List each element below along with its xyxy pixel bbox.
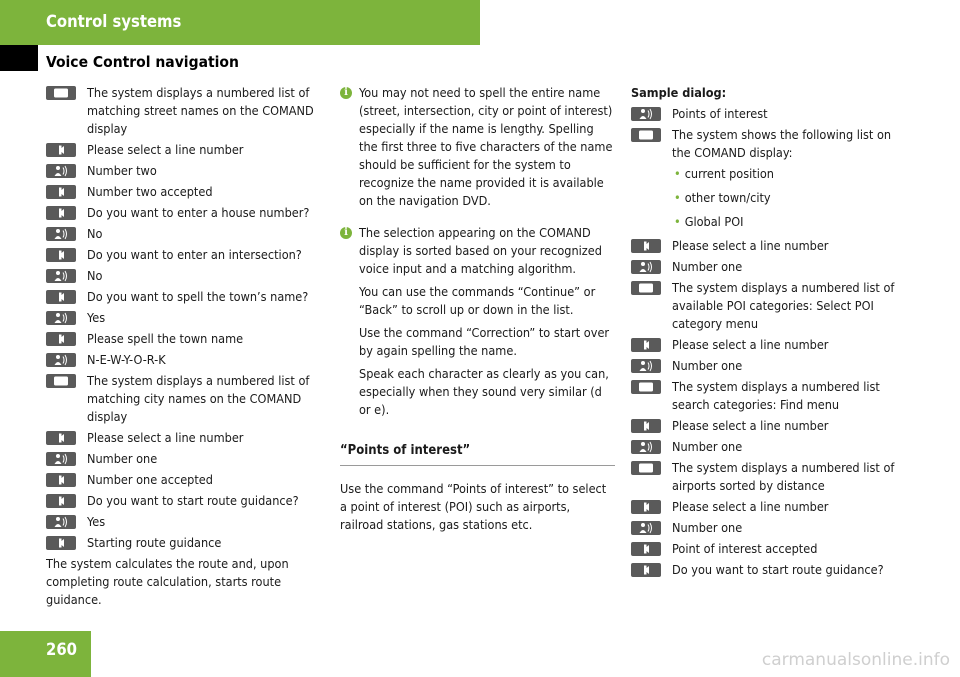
dialog-text: Please select a line number bbox=[672, 337, 829, 352]
dialog-text: Do you want to enter a house number? bbox=[87, 205, 310, 220]
dialog-text: Please select a line number bbox=[672, 499, 829, 514]
dialog-list bbox=[46, 84, 326, 552]
dialog-text: No bbox=[87, 268, 103, 283]
bullet-text: Global POI bbox=[684, 214, 744, 229]
display-icon bbox=[631, 128, 661, 142]
system-voice-icon bbox=[46, 473, 76, 487]
dialog-row bbox=[46, 183, 326, 201]
dialog-text: Number one bbox=[672, 358, 743, 373]
user-voice-icon bbox=[46, 269, 76, 283]
dialog-text: The system displays a numbered list of airports sorted by distance bbox=[672, 460, 895, 493]
dialog-row bbox=[46, 330, 326, 348]
dialog-text: Yes bbox=[87, 514, 106, 529]
column-2 bbox=[340, 84, 615, 534]
system-voice-icon bbox=[631, 500, 661, 514]
dialog-row bbox=[46, 84, 326, 138]
dialog-text: Starting route guidance bbox=[87, 535, 222, 550]
bullet-text: current position bbox=[684, 166, 774, 181]
dialog-list bbox=[631, 237, 911, 579]
dialog-text: Please select a line number bbox=[87, 142, 244, 157]
dialog-text: The system displays a numbered list of available POI categories: Select POI category menu bbox=[672, 280, 895, 331]
bullet-item bbox=[674, 213, 911, 231]
section-marker bbox=[0, 45, 38, 71]
system-voice-icon bbox=[46, 143, 76, 157]
system-voice-icon bbox=[46, 494, 76, 508]
dialog-row bbox=[46, 309, 326, 327]
user-voice-icon bbox=[631, 260, 661, 274]
dialog-text: No bbox=[87, 226, 103, 241]
note-2 bbox=[340, 224, 615, 424]
system-voice-icon bbox=[631, 239, 661, 253]
dialog-text: Number one bbox=[87, 451, 158, 466]
user-voice-icon bbox=[46, 515, 76, 529]
info-icon: i bbox=[340, 227, 352, 239]
dialog-text: The system displays a numbered list of matching street names on the COMAND display bbox=[87, 85, 314, 136]
dialog-row bbox=[46, 225, 326, 243]
system-voice-icon bbox=[46, 206, 76, 220]
system-voice-icon bbox=[631, 419, 661, 433]
watermark: carmanualsonline.info bbox=[761, 650, 950, 670]
dialog-text: Number one bbox=[672, 439, 743, 454]
dialog-row bbox=[631, 126, 911, 162]
dialog-text: Number one bbox=[672, 259, 743, 274]
user-voice-icon bbox=[631, 521, 661, 535]
dialog-text: Please spell the town name bbox=[87, 331, 244, 346]
dialog-text: Number two bbox=[87, 163, 157, 178]
system-voice-icon bbox=[46, 185, 76, 199]
dialog-row bbox=[46, 372, 326, 426]
system-voice-icon bbox=[46, 332, 76, 346]
subsection-heading: “Points of interest” bbox=[340, 442, 615, 466]
dialog-row bbox=[631, 417, 911, 435]
column-3 bbox=[631, 84, 911, 582]
closing-paragraph: The system calculates the route and, upon completing route calculation, starts route guidance. bbox=[46, 556, 289, 607]
note-text: You can use the commands “Continue” or “Back” to scroll up or down in the list. bbox=[359, 284, 596, 317]
system-voice-icon bbox=[46, 290, 76, 304]
dialog-text: N-E-W-Y-O-R-K bbox=[87, 352, 166, 367]
note-text: You may not need to spell the entire name (street, intersection, city or point of interest) especially if the name is lengthy. Spelling the first three to five characters of the name should be sufficient for the system to recognize the name provided it is available on the navigation DVD. bbox=[359, 85, 613, 208]
dialog-text: Yes bbox=[87, 310, 106, 325]
dialog-text: Do you want to spell the town’s name? bbox=[87, 289, 309, 304]
system-voice-icon bbox=[46, 536, 76, 550]
bullet-list bbox=[631, 165, 911, 231]
display-icon bbox=[631, 461, 661, 475]
dialog-row bbox=[46, 288, 326, 306]
dialog-row bbox=[631, 336, 911, 354]
dialog-text: The system displays a numbered list search categories: Find menu bbox=[672, 379, 880, 412]
dialog-row bbox=[631, 438, 911, 456]
user-voice-icon bbox=[46, 227, 76, 241]
note-text: Speak each character as clearly as you can, especially when they sound very similar (d or e). bbox=[359, 366, 609, 417]
dialog-row bbox=[46, 492, 326, 510]
dialog-row bbox=[631, 519, 911, 537]
dialog-row bbox=[46, 141, 326, 159]
page-number: 260 bbox=[46, 640, 77, 659]
dialog-text: Please select a line number bbox=[672, 418, 829, 433]
dialog-list bbox=[631, 105, 911, 162]
dialog-row bbox=[631, 378, 911, 414]
dialog-row bbox=[631, 561, 911, 579]
dialog-row bbox=[631, 357, 911, 375]
dialog-text: Number two accepted bbox=[87, 184, 213, 199]
system-voice-icon bbox=[631, 338, 661, 352]
dialog-text: The system displays a numbered list of matching city names on the COMAND display bbox=[87, 373, 310, 424]
system-voice-icon bbox=[631, 542, 661, 556]
bullet-icon: • bbox=[674, 214, 681, 229]
dialog-text: Points of interest bbox=[672, 106, 768, 121]
user-voice-icon bbox=[46, 311, 76, 325]
user-voice-icon bbox=[631, 107, 661, 121]
dialog-text: Do you want to start route guidance? bbox=[672, 562, 884, 577]
user-voice-icon bbox=[631, 440, 661, 454]
bullet-text: other town/city bbox=[684, 190, 771, 205]
user-voice-icon bbox=[46, 353, 76, 367]
dialog-row bbox=[631, 279, 911, 333]
note-1 bbox=[340, 84, 615, 215]
dialog-row bbox=[631, 540, 911, 558]
dialog-row bbox=[631, 258, 911, 276]
dialog-text: Number one accepted bbox=[87, 472, 213, 487]
info-icon: i bbox=[340, 87, 352, 99]
column-1 bbox=[46, 84, 326, 609]
dialog-row bbox=[46, 162, 326, 180]
dialog-text: Please select a line number bbox=[672, 238, 829, 253]
dialog-text: Please select a line number bbox=[87, 430, 244, 445]
section-title: Voice Control navigation bbox=[46, 53, 239, 71]
dialog-row bbox=[46, 513, 326, 531]
dialog-row bbox=[46, 471, 326, 489]
dialog-row bbox=[46, 450, 326, 468]
dialog-row bbox=[631, 459, 911, 495]
dialog-row bbox=[46, 429, 326, 447]
system-voice-icon bbox=[46, 248, 76, 262]
user-voice-icon bbox=[46, 452, 76, 466]
system-voice-icon bbox=[631, 563, 661, 577]
note-text: The selection appearing on the COMAND display is sorted based on your recognized voice input and a matching algorithm. bbox=[359, 225, 602, 276]
subsection-text: Use the command “Points of interest” to select a point of interest (POI) such as airports, railroad stations, gas stations etc. bbox=[340, 481, 607, 532]
chapter-title: Control systems bbox=[46, 12, 182, 31]
user-voice-icon bbox=[631, 359, 661, 373]
bullet-icon: • bbox=[674, 166, 681, 181]
bullet-icon: • bbox=[674, 190, 681, 205]
system-voice-icon bbox=[46, 431, 76, 445]
sample-dialog-title: Sample dialog: bbox=[631, 85, 727, 100]
dialog-row bbox=[46, 267, 326, 285]
dialog-row bbox=[46, 534, 326, 552]
bullet-item bbox=[674, 189, 911, 207]
dialog-row bbox=[46, 204, 326, 222]
dialog-row bbox=[631, 105, 911, 123]
dialog-row bbox=[46, 351, 326, 369]
dialog-text: Number one bbox=[672, 520, 743, 535]
display-icon bbox=[46, 374, 76, 388]
display-icon bbox=[631, 380, 661, 394]
bullet-item bbox=[674, 165, 911, 183]
dialog-row bbox=[631, 237, 911, 255]
display-icon bbox=[46, 86, 76, 100]
dialog-text: Do you want to enter an intersection? bbox=[87, 247, 302, 262]
dialog-text: Point of interest accepted bbox=[672, 541, 818, 556]
dialog-text: Do you want to start route guidance? bbox=[87, 493, 299, 508]
display-icon bbox=[631, 281, 661, 295]
user-voice-icon bbox=[46, 164, 76, 178]
dialog-row bbox=[46, 246, 326, 264]
dialog-row bbox=[631, 498, 911, 516]
dialog-text: The system shows the following list on the COMAND display: bbox=[672, 127, 892, 160]
note-text: Use the command “Correction” to start over by again spelling the name. bbox=[359, 325, 610, 358]
